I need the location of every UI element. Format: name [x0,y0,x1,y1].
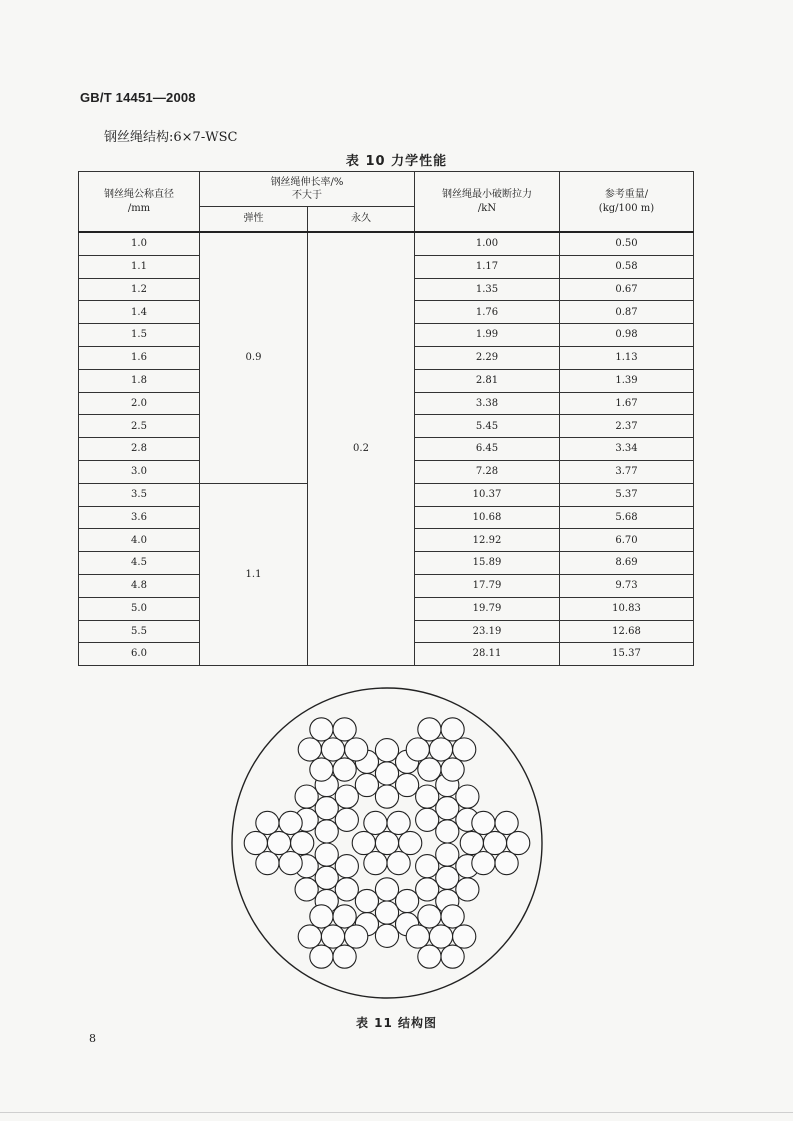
cell-breaking-force: 5.45 [415,415,560,438]
page-edge [0,1112,793,1113]
cell-diameter: 1.4 [79,301,200,324]
cell-breaking-force: 10.37 [415,483,560,506]
wire-circle [310,945,333,968]
wire-circle [418,718,441,741]
cell-diameter: 5.0 [79,597,200,620]
cell-diameter: 2.0 [79,392,200,415]
table-body [79,232,694,666]
wire-circle [352,831,375,854]
wire-circle [472,811,495,834]
wire-circle [456,785,479,808]
header-diameter: 钢丝绳公称直径 /mm [79,172,200,233]
wire-circle [483,831,506,854]
wire-circle [267,831,290,854]
wire-circle [310,718,333,741]
cell-diameter: 5.5 [79,620,200,643]
cell-weight: 10.83 [560,597,694,620]
wire-circle [507,831,530,854]
wire-circle [333,718,356,741]
rope-cross-section-diagram [229,684,545,1002]
wire-circle [395,773,418,796]
wire-circle [321,925,344,948]
wire-circle [355,889,378,912]
cell-breaking-force: 2.81 [415,369,560,392]
wire-circle [375,901,398,924]
cell-weight: 5.68 [560,506,694,529]
wire-circle [441,905,464,928]
cell-breaking-force: 15.89 [415,552,560,575]
cell-diameter: 1.2 [79,278,200,301]
wire-circle [279,811,302,834]
header-elongation: 钢丝绳伸长率/% 不大于 [200,172,415,207]
wire-circle [375,924,398,947]
cell-permanent: 0.2 [308,232,415,666]
cell-breaking-force: 1.35 [415,278,560,301]
wire-circle [315,820,338,843]
wire-circle [418,945,441,968]
wire-circle [256,851,279,874]
wire-circle [295,785,318,808]
cell-weight: 1.39 [560,369,694,392]
wire-circle [429,738,452,761]
wire-circle [333,758,356,781]
wire-circle [345,738,368,761]
wire-circle [310,758,333,781]
cell-weight: 2.37 [560,415,694,438]
mechanical-properties-table [78,171,694,666]
wire-circle [416,785,439,808]
wire-circle [256,811,279,834]
cell-weight: 0.87 [560,301,694,324]
cell-breaking-force: 1.00 [415,232,560,255]
cell-diameter: 1.5 [79,324,200,347]
wire-circle [298,925,321,948]
cell-weight: 0.50 [560,232,694,255]
rope-structure-label: 钢丝绳结构:6×7-WSC [104,130,238,145]
figure-11-caption: 表 11 结构图 [355,1016,438,1030]
wire-circle [375,831,398,854]
cell-weight: 0.67 [560,278,694,301]
wire-circle [387,851,410,874]
cell-weight: 3.34 [560,438,694,461]
wire-circle [298,738,321,761]
cell-diameter: 3.5 [79,483,200,506]
cell-weight: 8.69 [560,552,694,575]
header-breaking-force: 钢丝绳最小破断拉力 /kN [415,172,560,233]
cell-breaking-force: 28.11 [415,643,560,666]
wire-circle [279,851,302,874]
cell-weight: 5.37 [560,483,694,506]
cell-weight: 1.13 [560,346,694,369]
table-10-caption: 表 10 力学性能 [345,154,448,169]
wire-circle [436,797,459,820]
table-row [79,232,694,255]
wire-circle [429,925,452,948]
wire-circle [441,945,464,968]
cell-weight: 0.98 [560,324,694,347]
cell-diameter: 6.0 [79,643,200,666]
cell-breaking-force: 7.28 [415,460,560,483]
wire-circle [387,811,410,834]
cell-breaking-force: 2.29 [415,346,560,369]
wire-circle [375,762,398,785]
cell-diameter: 4.5 [79,552,200,575]
cell-breaking-force: 12.92 [415,529,560,552]
wire-circle [495,851,518,874]
wire-circle [453,925,476,948]
wire-circle [495,811,518,834]
wire-circle [456,878,479,901]
cell-weight: 9.73 [560,574,694,597]
wire-circle [441,758,464,781]
cell-breaking-force: 6.45 [415,438,560,461]
wire-circle [441,718,464,741]
cell-breaking-force: 1.17 [415,255,560,278]
wire-circle [416,808,439,831]
wire-circle [416,855,439,878]
wire-circle [436,843,459,866]
cell-breaking-force: 19.79 [415,597,560,620]
wire-circle [460,831,483,854]
cell-diameter: 1.6 [79,346,200,369]
header-weight: 参考重量/ (kg/100 m) [560,172,694,233]
cell-weight: 15.37 [560,643,694,666]
cell-breaking-force: 23.19 [415,620,560,643]
wire-circle [345,925,368,948]
wire-circle [436,866,459,889]
cell-breaking-force: 3.38 [415,392,560,415]
wire-circle [335,855,358,878]
wire-circle [406,925,429,948]
wire-group [244,718,530,968]
cell-weight: 3.77 [560,460,694,483]
page-number: 8 [89,1032,96,1045]
cell-weight: 0.58 [560,255,694,278]
wire-circle [335,878,358,901]
wire-circle [333,905,356,928]
wire-circle [321,738,344,761]
wire-circle [453,738,476,761]
cell-elastic: 0.9 [200,232,308,483]
wire-circle [418,758,441,781]
wire-circle [315,866,338,889]
cell-breaking-force: 17.79 [415,574,560,597]
header-permanent: 永久 [308,207,415,233]
wire-circle [406,738,429,761]
wire-circle [333,945,356,968]
wire-circle [375,878,398,901]
cell-diameter: 1.0 [79,232,200,255]
cell-diameter: 2.8 [79,438,200,461]
header-elastic: 弹性 [200,207,308,233]
cell-diameter: 1.1 [79,255,200,278]
cell-weight: 6.70 [560,529,694,552]
wire-circle [315,797,338,820]
wire-circle [295,878,318,901]
wire-circle [244,831,267,854]
cell-diameter: 1.8 [79,369,200,392]
wire-circle [416,878,439,901]
cell-diameter: 3.0 [79,460,200,483]
wire-circle [335,808,358,831]
cell-breaking-force: 10.68 [415,506,560,529]
wire-circle [375,785,398,808]
wire-circle [291,831,314,854]
wire-circle [315,843,338,866]
wire-circle [310,905,333,928]
wire-circle [399,831,422,854]
standard-code: GB/T 14451—2008 [80,90,196,105]
wire-circle [364,851,387,874]
wire-circle [375,739,398,762]
wire-circle [472,851,495,874]
wire-circle [418,905,441,928]
cell-diameter: 2.5 [79,415,200,438]
wire-circle [355,773,378,796]
wire-circle [436,820,459,843]
cell-breaking-force: 1.99 [415,324,560,347]
wire-circle [364,811,387,834]
cell-weight: 12.68 [560,620,694,643]
cell-diameter: 4.0 [79,529,200,552]
cell-diameter: 4.8 [79,574,200,597]
wire-circle [395,889,418,912]
cell-breaking-force: 1.76 [415,301,560,324]
cell-elastic: 1.1 [200,483,308,665]
wire-circle [335,785,358,808]
cell-diameter: 3.6 [79,506,200,529]
cell-weight: 1.67 [560,392,694,415]
